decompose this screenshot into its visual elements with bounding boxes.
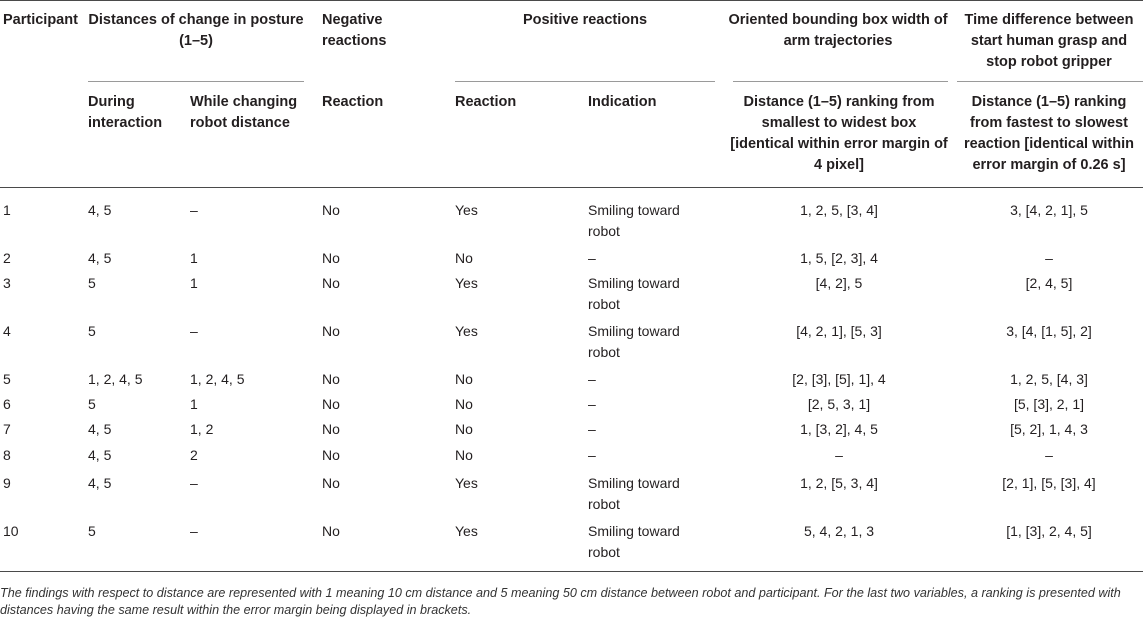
cell-participant: 5 [3, 371, 11, 387]
header-obb-group: Oriented bounding box width of arm trajectories [728, 12, 948, 49]
cell-neg-reaction: No [322, 202, 340, 218]
header-indication: Indication [588, 94, 657, 110]
header-participant: Participant [3, 12, 78, 28]
header-negative-group: Negative reactions [322, 12, 387, 49]
cell-pos-reaction: No [455, 371, 473, 387]
cell-neg-reaction: No [322, 371, 340, 387]
cell-indication: Smiling toward robot [588, 202, 680, 239]
cell-during: 5 [88, 323, 96, 339]
header-pos-reaction: Reaction [455, 94, 517, 110]
header-obb-sub: Distance (1–5) ranking from smallest to widest box [identical within error margin of 4 pixel] [730, 94, 948, 173]
cell-indication: Smiling toward robot [588, 523, 680, 560]
cell-pos-reaction: Yes [455, 323, 478, 339]
header-during: During interaction [88, 94, 163, 131]
cell-during: 4, 5 [88, 421, 112, 437]
top-rule [0, 0, 1143, 1]
header-positive-group: Positive reactions [522, 12, 648, 28]
cell-neg-reaction: No [322, 523, 340, 539]
cell-participant: 2 [3, 250, 11, 266]
cell-time-ranking: [5, 2], 1, 4, 3 [1010, 421, 1088, 437]
cell-changing: – [190, 202, 198, 218]
time-group-underline [957, 81, 1143, 82]
obb-group-underline [733, 81, 948, 82]
posture-group-underline [88, 81, 304, 82]
cell-indication: Smiling toward robot [588, 323, 680, 360]
header-rule [0, 187, 1143, 188]
cell-indication: – [588, 447, 596, 463]
header-posture-group: Distances of change in posture (1–5) [88, 12, 304, 49]
table-footnote: The findings with respect to distance are represented with 1 meaning 10 cm distance and 5 meaning 50 cm distance between robot and participant. For the last two variables, a ranking is presented with distances having the same result within the error margin being displayed in brackets. [0, 586, 1121, 617]
cell-time-ranking: – [1045, 447, 1053, 463]
cell-indication: – [588, 421, 596, 437]
cell-changing: – [190, 523, 198, 539]
cell-changing: 1 [190, 396, 198, 412]
cell-time-ranking: [1, [3], 2, 4, 5] [1006, 523, 1092, 539]
cell-pos-reaction: No [455, 250, 473, 266]
cell-time-ranking: 3, [4, 2, 1], 5 [1010, 202, 1088, 218]
cell-participant: 8 [3, 447, 11, 463]
cell-indication: Smiling toward robot [588, 275, 680, 312]
cell-time-ranking: – [1045, 250, 1053, 266]
cell-changing: – [190, 475, 198, 491]
cell-obb-ranking: 1, 2, 5, [3, 4] [800, 202, 878, 218]
cell-participant: 4 [3, 323, 11, 339]
cell-neg-reaction: No [322, 447, 340, 463]
header-changing: While changing robot distance [190, 94, 298, 131]
cell-time-ranking: [5, [3], 2, 1] [1013, 396, 1085, 412]
cell-changing: 2 [190, 447, 198, 463]
cell-time-ranking: 1, 2, 5, [4, 3] [1010, 371, 1088, 387]
cell-obb-ranking: – [835, 447, 843, 463]
cell-obb-ranking: [4, 2], 5 [815, 275, 863, 291]
cell-during: 5 [88, 396, 96, 412]
cell-changing: – [190, 323, 198, 339]
cell-pos-reaction: No [455, 421, 473, 437]
cell-pos-reaction: No [455, 447, 473, 463]
cell-time-ranking: [2, 1], [5, [3], 4] [1002, 475, 1096, 491]
cell-neg-reaction: No [322, 475, 340, 491]
cell-changing: 1, 2 [190, 421, 214, 437]
cell-obb-ranking: 1, 5, [2, 3], 4 [800, 250, 878, 266]
header-neg-reaction: Reaction [322, 94, 384, 110]
cell-during: 5 [88, 275, 96, 291]
cell-during: 1, 2, 4, 5 [88, 371, 143, 387]
cell-during: 4, 5 [88, 475, 112, 491]
cell-obb-ranking: [2, 5, 3, 1] [807, 396, 871, 412]
cell-neg-reaction: No [322, 323, 340, 339]
cell-participant: 1 [3, 202, 11, 218]
cell-neg-reaction: No [322, 250, 340, 266]
cell-neg-reaction: No [322, 396, 340, 412]
cell-indication: – [588, 250, 596, 266]
cell-pos-reaction: Yes [455, 275, 478, 291]
cell-changing: 1, 2, 4, 5 [190, 371, 245, 387]
cell-during: 4, 5 [88, 250, 112, 266]
cell-obb-ranking: 5, 4, 2, 1, 3 [803, 523, 875, 539]
bottom-rule [0, 571, 1143, 572]
cell-changing: 1 [190, 275, 198, 291]
cell-participant: 9 [3, 475, 11, 491]
positive-group-underline [455, 81, 715, 82]
cell-indication: Smiling toward robot [588, 475, 680, 512]
cell-participant: 10 [3, 523, 19, 539]
cell-during: 4, 5 [88, 202, 112, 218]
cell-obb-ranking: [4, 2, 1], [5, 3] [796, 323, 882, 339]
cell-participant: 7 [3, 421, 11, 437]
cell-pos-reaction: No [455, 396, 473, 412]
cell-time-ranking: 3, [4, [1, 5], 2] [1006, 323, 1092, 339]
header-time-sub: Distance (1–5) ranking from fastest to slowest reaction [identical within error margin of 0.26 s] [964, 94, 1134, 173]
cell-during: 5 [88, 523, 96, 539]
cell-during: 4, 5 [88, 447, 112, 463]
cell-changing: 1 [190, 250, 198, 266]
cell-participant: 3 [3, 275, 11, 291]
cell-time-ranking: [2, 4, 5] [1025, 275, 1073, 291]
cell-pos-reaction: Yes [455, 202, 478, 218]
cell-indication: – [588, 371, 596, 387]
cell-indication: – [588, 396, 596, 412]
cell-obb-ranking: [2, [3], [5], 1], 4 [792, 371, 886, 387]
cell-neg-reaction: No [322, 421, 340, 437]
cell-pos-reaction: Yes [455, 475, 478, 491]
cell-obb-ranking: 1, [3, 2], 4, 5 [800, 421, 878, 437]
cell-neg-reaction: No [322, 275, 340, 291]
cell-pos-reaction: Yes [455, 523, 478, 539]
cell-participant: 6 [3, 396, 11, 412]
header-time-group: Time difference between start human grasp and stop robot gripper [964, 12, 1134, 70]
cell-obb-ranking: 1, 2, [5, 3, 4] [800, 475, 878, 491]
